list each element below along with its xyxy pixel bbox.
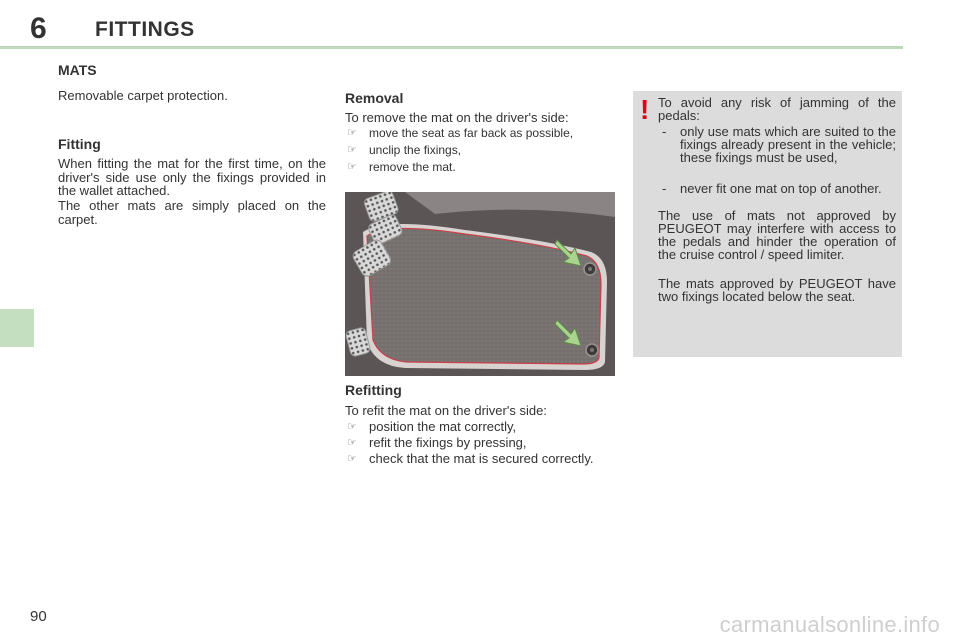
fitting-heading: Fitting [58,136,101,152]
pointing-hand-icon: ☞ [347,127,357,139]
dash-bullet: - [662,181,667,196]
warning-intro: To avoid any risk of jamming of the pedals: [658,95,896,123]
fitting-paragraph-2: The other mats are simply placed on the carpet. [58,198,326,227]
pointing-hand-icon: ☞ [347,437,357,449]
warning-item: - never fit one mat on top of another. [662,181,882,196]
section-title: MATS [58,62,97,78]
removal-heading: Removal [345,90,404,106]
warning-paragraph-1: The use of mats not approved by PEUGEOT may interfere with access to the pedals and hinder the operation of the cruise control / speed limiter. [658,208,896,262]
dash-bullet: - [662,124,667,139]
pointing-hand-icon: ☞ [347,144,357,156]
warning-icon: ! [640,94,650,125]
chapter-side-tab [0,309,34,347]
list-item: ☞ move the seat as far back as possible, [347,126,574,140]
warning-paragraph-2: The mats approved by PEUGEOT have two fixings located below the seat. [658,276,896,304]
footer-watermark: carmanualsonline.info [719,612,940,637]
removal-steps [345,126,617,177]
chapter-title: FITTINGS [95,18,195,41]
list-item: ☞ unclip the fixings, [347,143,462,157]
removal-intro: To remove the mat on the driver's side: [345,110,569,125]
pointing-hand-icon: ☞ [347,421,357,433]
refitting-steps [345,420,617,468]
list-item: ☞ check that the mat is secured correctly. [347,451,594,466]
mat-fixing-photo [345,192,615,376]
refitting-intro: To refit the mat on the driver's side: [345,403,547,418]
list-item: ☞ refit the fixings by pressing, [347,435,527,450]
page-number: 90 [30,608,47,625]
chapter-number: 6 [30,12,47,45]
list-item: ☞ position the mat correctly, [347,419,517,434]
warning-item: - only use mats which are suited to the fixings already present in the vehicle; these fixings must be used, [662,124,896,165]
fitting-paragraph-1: When fitting the mat for the first time, on the driver's side use only the fixings provided in the wallet attached. [58,156,326,198]
refitting-heading: Refitting [345,382,402,398]
pointing-hand-icon: ☞ [347,161,357,173]
header-divider [0,46,903,49]
list-item: ☞ remove the mat. [347,160,456,174]
section-intro: Removable carpet protection. [58,88,228,103]
pointing-hand-icon: ☞ [347,453,357,465]
